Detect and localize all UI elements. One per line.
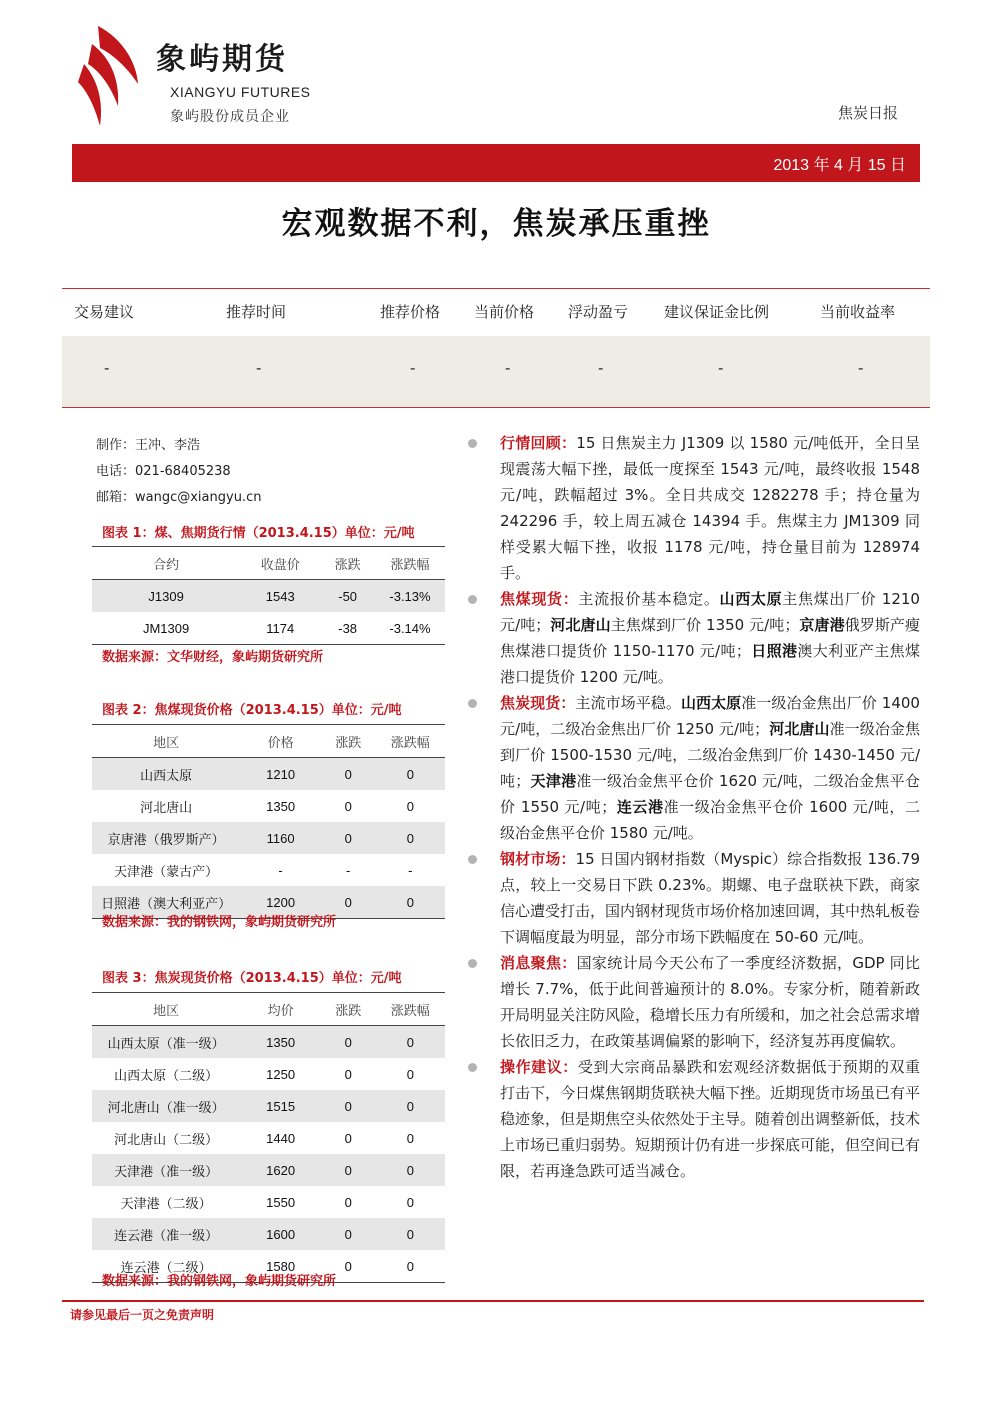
bullet-icon [468,595,477,604]
table2-source: 数据来源：我的钢铁网，象屿期货研究所 [102,915,337,930]
table-row [92,1026,445,1059]
bullet-icon [468,959,477,968]
price-cell: 1600 [240,1218,320,1250]
contract-cell: JM1309 [92,612,240,645]
change-pct-cell: 0 [406,1066,414,1082]
change-cell: 0 [321,886,376,919]
close-price-cell: 1174 [240,612,320,645]
region-highlight: 河北唐山 [769,720,830,738]
region-cell: 京唐港（俄罗斯产） [92,822,240,854]
coking-coal-spot-paragraph [468,586,920,690]
table1-source: 数据来源：文华财经，象屿期货研究所 [102,650,324,665]
change-pct-cell: 0 [376,822,445,854]
region-cell: 连云港（二级） [92,1250,240,1283]
price-cell: 1160 [240,822,320,854]
paragraph-text: 主流报价基本稳定。 [578,590,720,608]
change-cell: 0 [321,758,376,791]
change-cell: 0 [321,1026,376,1059]
region-cell: 河北唐山（准一级） [92,1090,240,1122]
rec-header-pnl: 浮动盈亏 [568,303,629,321]
brand-name-cn: 象屿期货 [156,42,288,77]
email[interactable]: 邮箱：wangc@xiangyu.cn [96,490,262,505]
table-header-row [92,993,445,1026]
table-row [92,854,445,886]
close-price-cell: 1543 [240,580,320,613]
commentary-column [468,430,920,1184]
price-cell: 1350 [266,798,296,814]
paragraph-text: 主焦煤到厂价 1350 元/吨； [610,616,800,634]
table-header-row [92,547,445,580]
table-header-cell: 地区 [92,993,240,1026]
change-pct-cell: - [408,862,413,878]
change-cell: 0 [321,822,376,854]
rec-header-current-price: 当前价格 [474,303,535,321]
change-cell: 0 [321,1090,376,1122]
price-cell: 1440 [266,1130,296,1146]
change-cell: 0 [321,1218,376,1250]
change-cell: 0 [344,1066,352,1082]
rec-header-return: 当前收益率 [820,303,896,321]
rec-value-trade: - [104,359,110,377]
table3-source: 数据来源：我的钢铁网，象屿期货研究所 [102,1274,337,1289]
paragraph-title: 焦煤现货： [500,590,579,608]
rec-value-pnl: - [598,359,604,377]
table2-caption: 图表 2：焦煤现货价格（2013.4.15）单位：元/吨 [102,703,402,718]
region-cell: 连云港（准一级） [92,1218,240,1250]
brand-name-en: XIANGYU FUTURES [170,84,311,100]
region-highlight: 连云港 [616,798,664,816]
rec-value-return: - [858,359,864,377]
table-row [92,1186,445,1218]
price-cell: 1250 [266,1066,296,1082]
table-row [92,1122,445,1154]
bullet-icon [468,699,477,708]
coke-spot-table [92,992,445,1283]
table-header-cell: 涨跌 [321,725,376,758]
price-cell: 1550 [266,1194,296,1210]
change-pct-cell: 0 [376,1090,445,1122]
paragraph-text: 准一级冶金焦到厂价 1500-1530 元/吨，二级冶金焦到厂价 1430-1450 元/吨； [500,720,920,790]
rec-header-time: 推荐时间 [226,303,287,321]
steel-market-paragraph [468,846,920,950]
change-cell: -38 [320,612,375,645]
author: 制作：王冲、李浩 [96,438,201,453]
region-cell: 天津港（二级） [120,1196,212,1212]
change-pct-cell: 0 [376,1026,445,1059]
report-date: 2013 年 4 月 15 日 [773,157,906,174]
price-cell: 1580 [240,1250,320,1283]
price-cell: 1515 [240,1090,320,1122]
news-focus-paragraph [468,950,920,1054]
bullet-icon [468,855,477,864]
region-cell: 日照港（澳大利亚产） [92,886,240,919]
region-cell: 河北唐山（二级） [114,1132,219,1148]
table-row [92,790,445,822]
table-row [92,1090,445,1122]
recommendation-block [62,288,930,408]
table-row [92,1218,445,1250]
region-cell: 天津港（准一级） [92,1154,240,1186]
paragraph-text: 主流市场平稳。 [575,694,681,712]
brand-subtitle: 象屿股份成员企业 [170,109,290,125]
market-review-paragraph [468,430,920,586]
change-cell: 0 [344,798,352,814]
rec-header-margin: 建议保证金比例 [664,303,770,321]
region-highlight: 山西太原 [680,694,742,712]
price-cell: 1200 [240,886,320,919]
change-cell: 0 [321,1250,376,1283]
paragraph-text: 准一级冶金焦出厂价 1400 元/吨，二级冶金焦出厂价 1250 元/吨； [500,694,920,738]
footer-divider [62,1300,924,1302]
paragraph-title: 钢材市场： [500,850,576,868]
table-row [92,612,445,645]
coke-spot-paragraph [468,690,920,846]
table-row [92,1058,445,1090]
table-header-cell: 合约 [92,547,240,580]
change-pct-cell: 0 [406,798,414,814]
paragraph-title: 操作建议： [500,1058,578,1076]
table-header-cell: 涨跌幅 [376,725,445,758]
rec-header-price: 推荐价格 [380,303,441,321]
paragraph-body: 15 日国内钢材指数（Myspic）综合指数报 136.79 点，较上一交易日下跌 0.23%。期螺、电子盘联袂下跌，商家信心遭受打击，国内钢材现货市场价格加速回调，其中热轧板卷下调幅度最为明显，部分市场下跌幅度在 50-60 元/吨。 [500,850,921,946]
rec-value-time: - [256,359,262,377]
table-row [92,758,445,791]
change-pct-cell: -3.14% [375,612,445,645]
region-highlight: 日照港 [750,642,798,660]
table-header-cell: 涨跌幅 [376,993,445,1026]
change-pct-cell: -3.13% [375,580,445,613]
table-header-row [92,725,445,758]
price-cell: - [278,862,283,878]
change-cell: 0 [344,1130,352,1146]
paragraph-title: 行情回顾： [500,434,577,452]
region-cell: 山西太原（二级） [114,1068,219,1084]
region-cell: 山西太原（准一级） [92,1026,240,1059]
table-header-cell: 均价 [240,993,320,1026]
coking-coal-spot-table [92,724,445,919]
table-header-cell: 涨跌 [321,993,376,1026]
price-cell: 1620 [240,1154,320,1186]
table-header-cell: 涨跌幅 [375,547,445,580]
paragraph-text: 主焦煤出厂价 1210 元/吨； [500,590,920,634]
futures-quote-table [92,546,445,645]
paragraph-text: 准一级冶金焦平仓价 1600 元/吨，二级冶金焦平仓价 1580 元/吨。 [500,798,920,842]
document-type: 焦炭日报 [837,104,898,122]
paragraph-body: 国家统计局今天公布了一季度经济数据，GDP 同比增长 7.7%，低于此间普遍预计的 8.0%。专家分析，随着新政开局明显关注防风险，稳增长压力有所缓和，加之社会总需求增长依旧乏力，在政策基调偏紧的影响下，经济复苏再度偏软。 [500,954,921,1050]
bullet-icon [468,439,477,448]
change-cell: 0 [344,1194,352,1210]
region-cell: 山西太原 [92,758,240,791]
trading-advice-paragraph [468,1054,920,1184]
paragraph-body: 15 日焦炭主力 J1309 以 1580 元/吨低开，全日呈现震荡大幅下挫，最低一度探至 1543 元/吨，最终收报 1548 元/吨，跌幅超过 3%。全日共成交 1282278 手；持仓量为 242296 手，较上周五减仓 14394 手。焦煤主力 JM1309 同样受累大幅下挫，收报 1178 元/吨，持仓量目前为 128974 手。 [500,434,920,582]
paragraph-title: 焦炭现货： [500,694,576,712]
paragraph-body: 受到大宗商品暴跌和宏观经济数据低于预期的双重打击下，今日煤焦钢期货联袂大幅下挫。近期现货市场虽已有平稳迹象，但是期焦空头依然处于主导。随着创出调整新低，技术上市场已重归弱势。短期预计仍有进一步探底可能，但空间已有限，若再逢急跌可适当减仓。 [500,1058,921,1180]
report-title: 宏观数据不利，焦炭承压重挫 [281,206,711,242]
region-highlight: 京唐港 [799,616,845,634]
paragraph-text: 俄罗斯产瘦焦煤港口提货价 1150-1170 元/吨； [500,616,920,660]
table-row [92,580,445,613]
rec-value-margin: - [718,359,724,377]
change-pct-cell: 0 [376,1218,445,1250]
region-cell: 河北唐山 [140,800,193,816]
table3-caption: 图表 3：焦炭现货价格（2013.4.15）单位：元/吨 [102,971,402,986]
phone: 电话：021-68405238 [96,464,231,479]
table1-caption: 图表 1：煤、焦期货行情（2013.4.15）单位：元/吨 [102,526,415,541]
change-cell: - [346,862,351,878]
change-cell: 0 [321,1154,376,1186]
region-highlight: 河北唐山 [550,616,611,634]
table-header-cell: 涨跌 [320,547,375,580]
table-row [92,1154,445,1186]
xiangyu-logo-icon [78,22,140,128]
bullet-icon [468,1063,477,1072]
paragraph-text: 澳大利亚产主焦煤港口提货价 1200 元/吨。 [500,642,920,686]
price-cell: 1350 [240,1026,320,1059]
change-pct-cell: 0 [376,1154,445,1186]
table-header-cell: 收盘价 [240,547,320,580]
region-highlight: 山西太原 [719,590,783,608]
price-cell: 1210 [240,758,320,791]
table-header-cell: 价格 [240,725,320,758]
change-pct-cell: 0 [376,886,445,919]
rec-value-price: - [410,359,416,377]
table-header-cell: 地区 [92,725,240,758]
contract-cell: J1309 [92,580,240,613]
paragraph-title: 消息聚焦： [500,954,577,972]
change-cell: -50 [320,580,375,613]
change-pct-cell: 0 [406,1194,414,1210]
disclaimer-note: 请参见最后一页之免责声明 [70,1308,215,1322]
recommendation-value-row [62,336,930,407]
region-highlight: 天津港 [530,772,577,790]
change-pct-cell: 0 [376,1250,445,1283]
rec-header-trade: 交易建议 [74,303,135,321]
region-cell: 天津港（蒙古产） [114,864,219,880]
change-pct-cell: 0 [406,1130,414,1146]
change-pct-cell: 0 [376,758,445,791]
paragraph-text: 准一级冶金焦平仓价 1620 元/吨，二级冶金焦平仓价 1550 元/吨； [500,772,920,816]
rec-value-current-price: - [505,359,511,377]
table-row [92,822,445,854]
